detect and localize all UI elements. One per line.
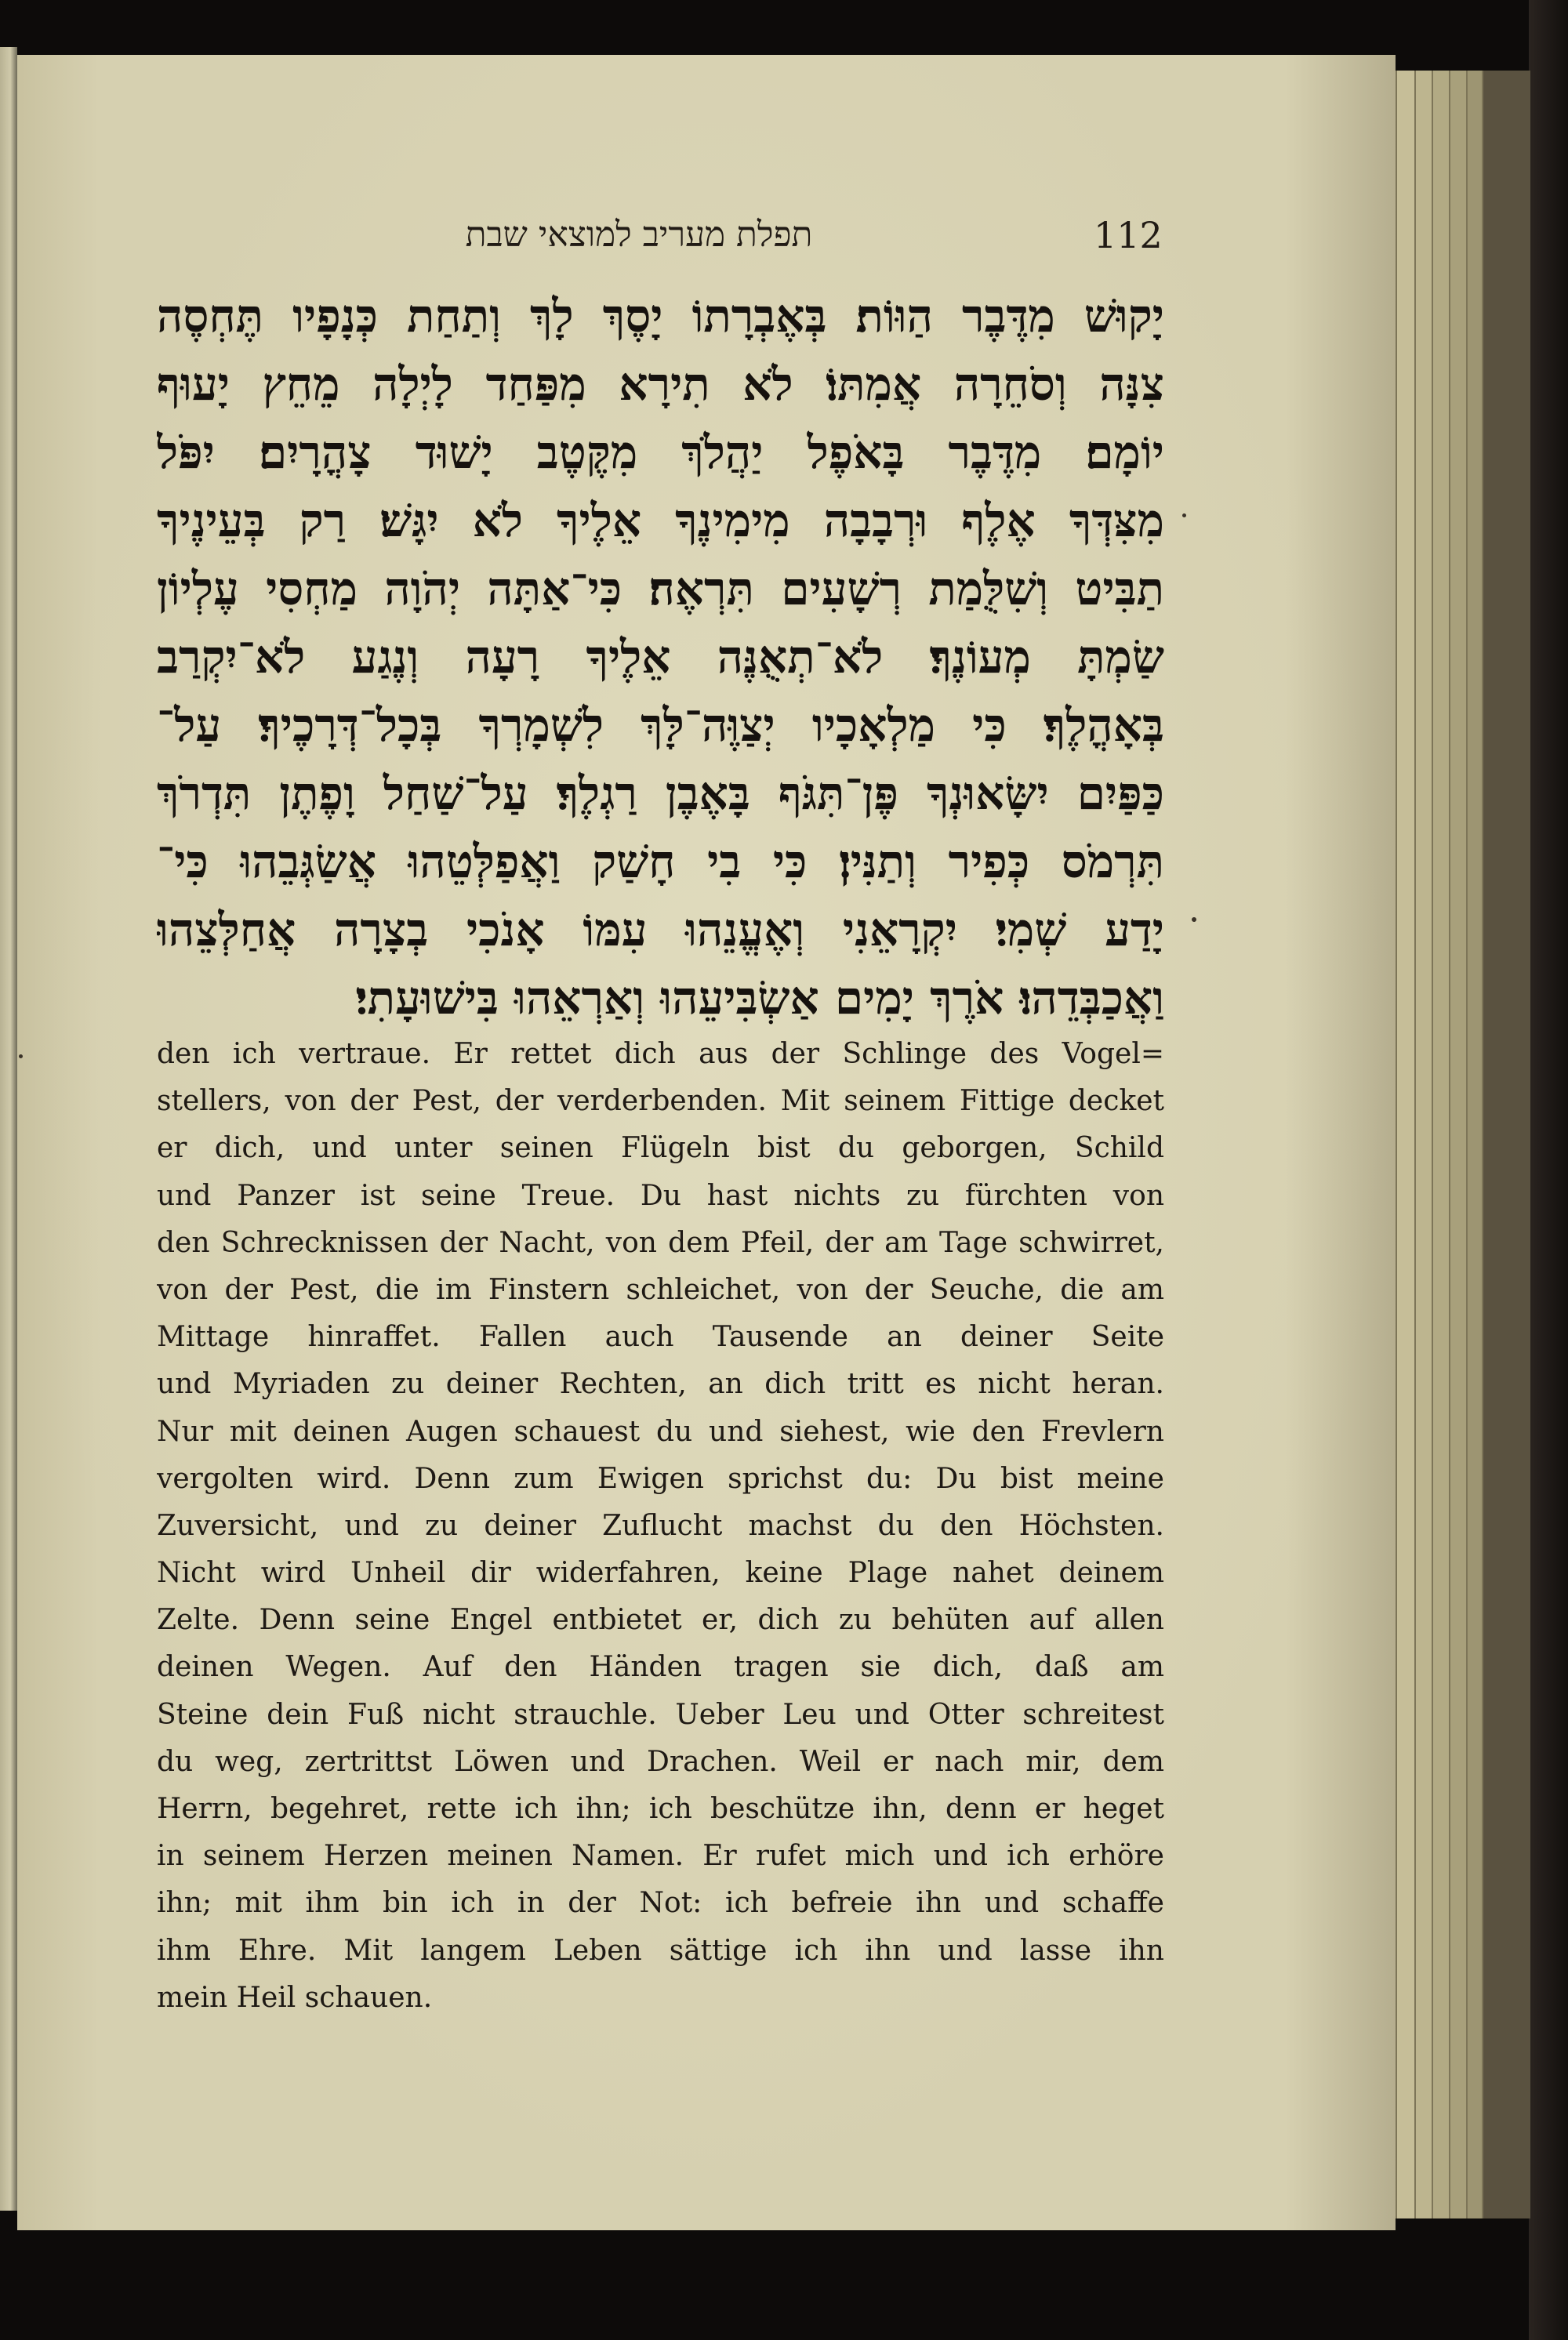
hebrew-line: תִּרְמֹס כְּפִיר וְתַנִּין׃ כִּי בִי חָשַׁק וַאֲפַלְּטֵהוּ אֲשַׂגְּבֵהוּ כִּי־: [157, 835, 1164, 888]
german-line: vergolten wird. Denn zum Ewigen sprichst du: Du bist meine: [157, 1462, 1164, 1495]
page-number: 112: [1094, 214, 1163, 256]
german-line: in seinem Herzen meinen Namen. Er rufet mich und ich erhöre: [157, 1840, 1164, 1873]
hebrew-line: בְּאָהֳלֶךָ׃ כִּי מַלְאָכָיו יְצַוֶּה־לָּךְ לִשְׁמָרְךָ בְּכָל־דְּרָכֶיךָ׃ עַל־: [157, 698, 1164, 752]
page-block-edge: [1432, 71, 1450, 2218]
german-line: den Schrecknissen der Nacht, von dem Pfeil, der am Tage schwirret,: [157, 1226, 1164, 1259]
german-line: ihm Ehre. Mit langem Leben sättige ich ihn und lasse ihn: [157, 1934, 1164, 1967]
german-line: Steine dein Fuß nicht strauchle. Ueber Leu und Otter schreitest: [157, 1698, 1164, 1731]
german-translation-block: [157, 1031, 1164, 2022]
german-line: ihn; mit ihm bin ich in der Not: ich befreie ihn und schaffe: [157, 1887, 1164, 1920]
hebrew-line: וַאֲכַבְּדֵהוּ׃ אֹרֶךְ יָמִים אַשְׂבִּיעֵהוּ וְאַרְאֵהוּ בִּישׁוּעָתִי׃: [355, 971, 1164, 1025]
hebrew-line: יָקוּשׁ מִדֶּבֶר הַוּוֹת׃ בְּאֶבְרָתוֹ יָסֶךְ לָךְ וְתַחַת כְּנָפָיו תֶּחְסֶה: [157, 289, 1164, 343]
page-block-edge: [1466, 71, 1483, 2218]
german-line: deinen Wegen. Auf den Händen tragen sie dich, daß am: [157, 1651, 1164, 1684]
german-line: Zuversicht, und zu deiner Zuflucht machst du den Höchsten.: [157, 1509, 1164, 1542]
hebrew-line: יוֹמָם׃ מִדֶּבֶר בָּאֹפֶל יַהֲלֹךְ מִקֶּטֶב יָשׁוּד צָהֳרָיִם׃ יִפֹּל: [157, 426, 1164, 479]
german-line: Nur mit deinen Augen schauest du und siehest, wie den Frevlern: [157, 1415, 1164, 1448]
hebrew-line: מִצִּדְּךָ אֶלֶף וּרְבָבָה מִימִינֶךָ אֵלֶיךָ לֹא יִגָּשׁ׃ רַק בְּעֵינֶיךָ: [157, 494, 1164, 547]
hebrew-line: שַׂמְתָּ מְעוֹנֶךָ׃ לֹא־תְאֻנֶּה אֵלֶיךָ רָעָה וְנֶגַע לֹא־יִקְרַב: [157, 630, 1164, 684]
page-header: [0, 212, 1568, 259]
german-line: stellers, von der Pest, der verderbenden. Mit seinem Fittige decket: [157, 1085, 1164, 1118]
paper-speck: [1192, 917, 1196, 922]
running-head: תפלת מעריב למוצאי שבת: [465, 215, 813, 255]
paper-speck: [1182, 513, 1186, 517]
german-line: und Panzer ist seine Treue. Du hast nichts zu fürchten von: [157, 1179, 1164, 1212]
hebrew-line: כַּפַּיִם יִשָּׂאוּנְךָ פֶּן־תִּגֹּף בָּאֶבֶן רַגְלֶךָ׃ עַל־שַׁחַל וָפֶתֶן תִּדְרֹךְ: [157, 767, 1164, 820]
hebrew-line: צִנָּה וְסֹחֵרָה אֲמִתּוֹ׃ לֹא תִירָא מִפַּחַד לָיְלָה מֵחֵץ יָעוּף: [157, 357, 1164, 411]
german-line: Mittage hinraffet. Fallen auch Tausende an deiner Seite: [157, 1321, 1164, 1354]
page-block-edge: [1482, 71, 1530, 2218]
paper-speck: [19, 1054, 23, 1058]
book-cover-edge: [1529, 0, 1568, 2340]
page-block-edge: [1414, 71, 1433, 2218]
page-block-edge: [1449, 71, 1468, 2218]
german-line: Herrn, begehret, rette ich ihn; ich beschütze ihn, denn er heget: [157, 1793, 1164, 1825]
german-line: mein Heil schauen.: [157, 1981, 433, 2014]
german-line: von der Pest, die im Finstern schleichet, von der Seuche, die am: [157, 1273, 1164, 1306]
facing-page-edge: [0, 47, 17, 2211]
german-line: und Myriaden zu deiner Rechten, an dich tritt es nicht heran.: [157, 1368, 1164, 1401]
german-line: du weg, zertrittst Löwen und Drachen. Weil er nach mir, dem: [157, 1745, 1164, 1778]
hebrew-line: תַבִּיט וְשִׁלֻּמַת רְשָׁעִים תִּרְאֶה׃ כִּי־אַתָּה יְהֹוָה מַחְסִי עֶלְיוֹן: [157, 562, 1164, 615]
german-line: Nicht wird Unheil dir widerfahren, keine Plage nahet deinem: [157, 1557, 1164, 1590]
hebrew-line: יָדַע שְׁמִי׃ יִקְרָאֵנִי וְאֶעֱנֵהוּ עִמּוֹ אָנֹכִי בְצָרָה אֲחַלְּצֵהוּ: [157, 903, 1164, 956]
page-block-edge: [1396, 71, 1416, 2218]
hebrew-text-block: [157, 282, 1164, 1032]
german-line: Zelte. Denn seine Engel entbietet er, dich zu behüten auf allen: [157, 1604, 1164, 1637]
german-line: er dich, und unter seinen Flügeln bist du geborgen, Schild: [157, 1132, 1164, 1165]
german-line: den ich vertraue. Er rettet dich aus der Schlinge des Vogel=: [157, 1038, 1164, 1070]
